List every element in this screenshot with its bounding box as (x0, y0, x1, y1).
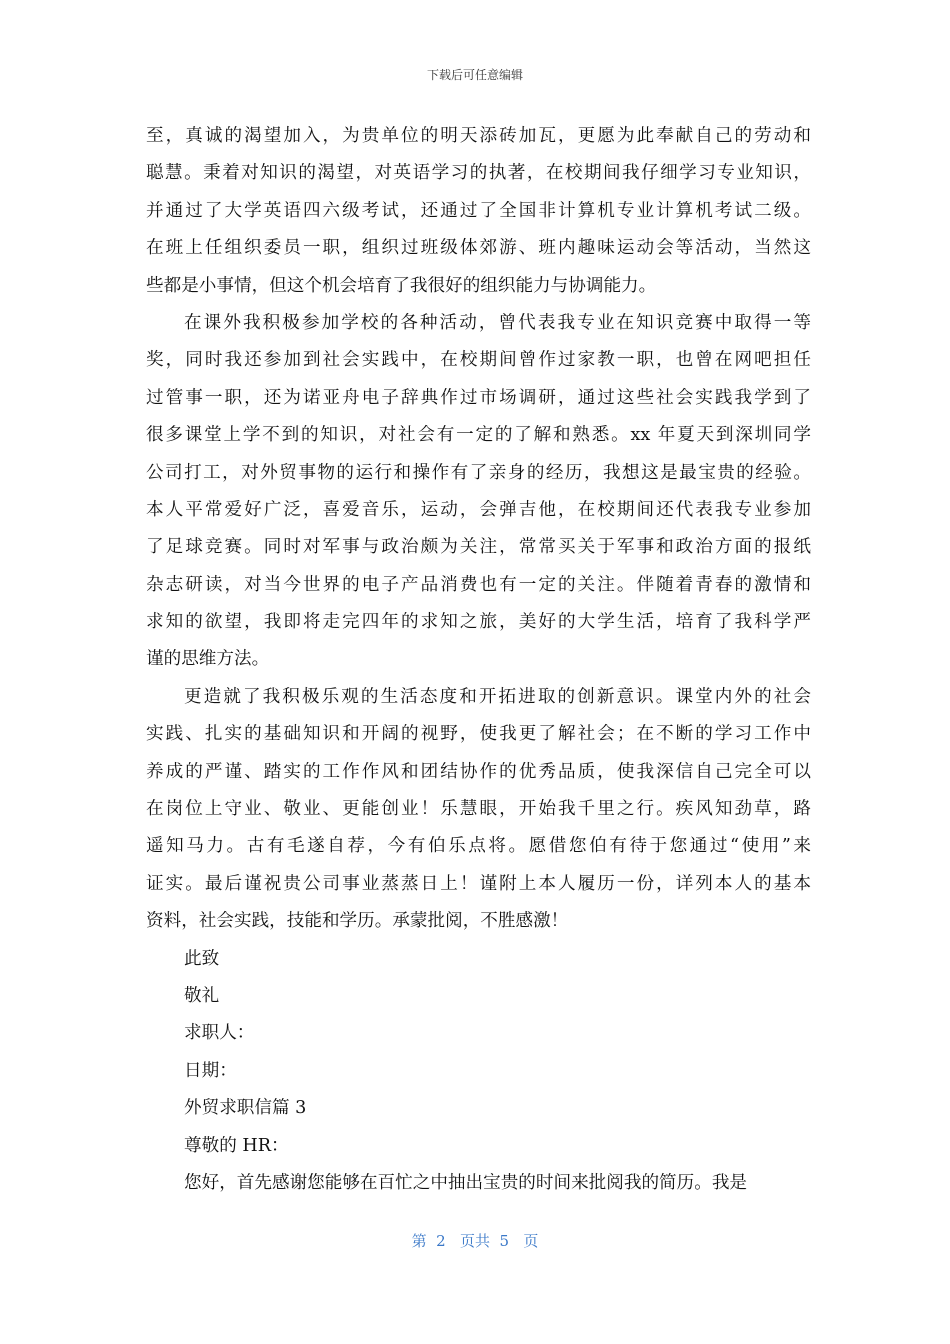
document-body (146, 118, 811, 1202)
text-line: 奖，同时我还参加到社会实践中，在校期间曾作过家教一职，也曾在网吧担任 (146, 350, 811, 371)
salutation-line: 敬礼 (184, 985, 220, 1006)
text-line: 资料，社会实践，技能和学历。承蒙批阅，不胜感激！ (146, 911, 569, 932)
text-line: 实践、扎实的基础知识和开阔的视野，使我更了解社会；在不断的学习工作中 (146, 724, 811, 745)
text-line: 证实。最后谨祝贵公司事业蒸蒸日上！谨附上本人履历一份，详列本人的基本 (146, 873, 811, 894)
text-line: 在岗位上守业、敬业、更能创业！乐慧眼，开始我千里之行。疾风知劲草，路 (146, 799, 811, 820)
text-line: 些都是小事情，但这个机会培育了我很好的组织能力与协调能力。 (146, 275, 657, 296)
text-line: 本人平常爱好广泛，喜爱音乐，运动，会弹吉他，在校期间还代表我专业参加 (146, 499, 811, 520)
page-footer: 第 2 页共 5 页 (411, 1232, 539, 1250)
text-line: 求知的欲望，我即将走完四年的求知之旅，美好的大学生活，培育了我科学严 (146, 612, 811, 633)
text-line: 聪慧。秉着对知识的渴望，对英语学习的执著，在校期间我仔细学习专业知识， (146, 163, 811, 184)
paragraph-start-line: 在课外我积极参加学校的各种活动，曾代表我专业在知识竞赛中取得一等 (184, 312, 811, 333)
text-line: 至，真诚的渴望加入，为贵单位的明天添砖加瓦，更愿为此奉献自己的劳动和 (146, 126, 811, 146)
text-line: 了足球竞赛。同时对军事与政治颇为关注，常常买关于军事和政治方面的报纸 (146, 537, 811, 558)
text-line: 过管事一职，还为诺亚舟电子辞典作过市场调研，通过这些社会实践我学到了 (146, 387, 811, 408)
text-line: 杂志研读，对当今世界的电子产品消费也有一定的关注。伴随着青春的激情和 (146, 574, 811, 595)
closing-line: 此致 (184, 948, 220, 969)
text-line: 在班上任组织委员一职，组织过班级体郊游、班内趣味运动会等活动，当然这 (146, 238, 811, 259)
greeting-line: 尊敬的 HR： (184, 1135, 289, 1156)
section-title: 外贸求职信篇 3 (184, 1098, 307, 1119)
page-header: 下载后可任意编辑 (426, 68, 523, 82)
text-line: 谨的思维方法。 (146, 649, 270, 670)
text-line: 公司打工，对外贸事物的运行和操作有了亲身的经历，我想这是最宝贵的经验。 (146, 462, 811, 483)
text-line: 遥知马力。古有毛遂自荐，今有伯乐点将。愿借您伯有待于您通过“使用”来 (146, 836, 811, 857)
paragraph-start-line: 您好，首先感谢您能够在百忙之中抽出宝贵的时间来批阅我的简历。我是 (184, 1172, 748, 1193)
paragraph-start-line: 更造就了我积极乐观的生活态度和开拓进取的创新意识。课堂内外的社会 (184, 686, 811, 707)
applicant-line: 求职人： (184, 1023, 255, 1044)
date-line: 日期： (184, 1060, 237, 1081)
text-line: 很多课堂上学不到的知识，对社会有一定的了解和熟悉。xx 年夏天到深圳同学 (146, 425, 811, 446)
text-line: 养成的严谨、踏实的工作作风和团结协作的优秀品质，使我深信自己完全可以 (146, 761, 811, 782)
text-line: 并通过了大学英语四六级考试，还通过了全国非计算机专业计算机考试二级。 (146, 200, 811, 221)
